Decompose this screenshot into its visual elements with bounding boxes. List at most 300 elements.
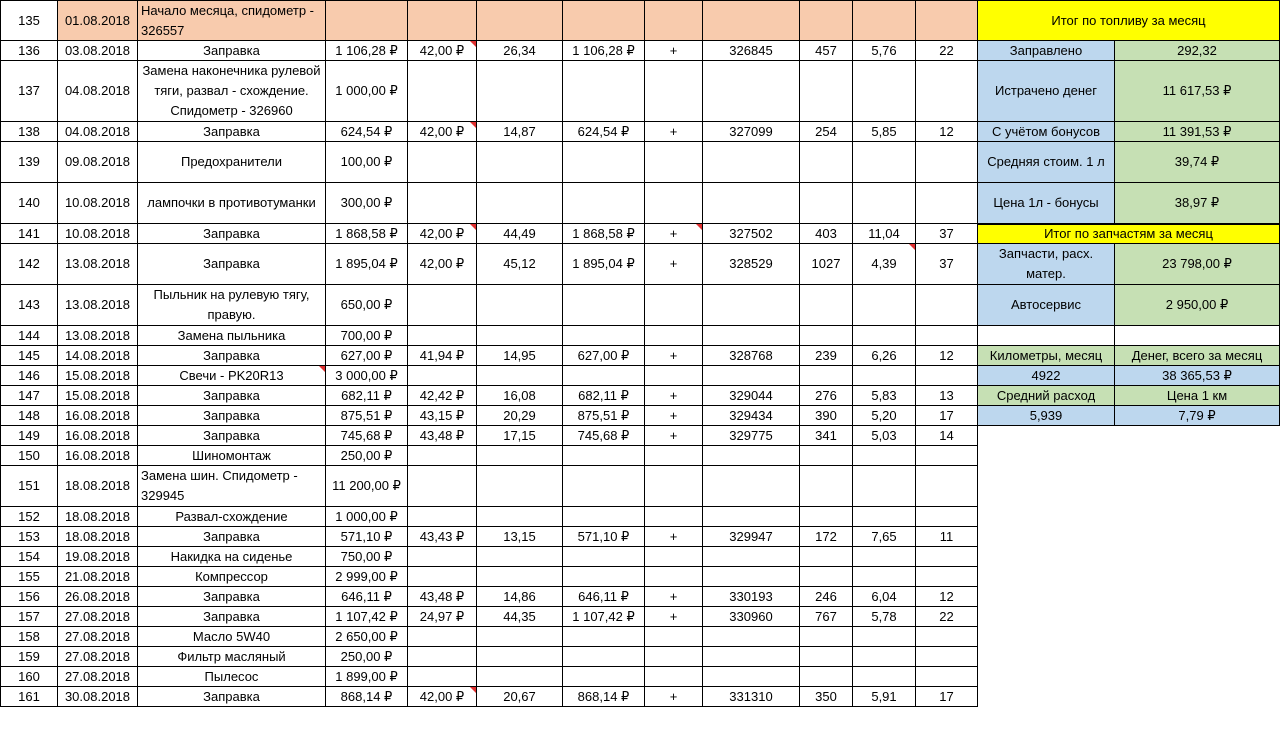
cell-sum[interactable]: 100,00 ₽ [326, 142, 408, 183]
cell-col11[interactable]: 12 [916, 122, 978, 142]
cell-sum[interactable]: 3 000,00 ₽ [326, 366, 408, 386]
cell-odometer[interactable] [703, 0, 800, 41]
cell-row-number[interactable]: 159 [0, 647, 58, 667]
cell-odometer[interactable] [703, 285, 800, 326]
cell-description[interactable]: Фильтр масляный [138, 647, 326, 667]
cell-row-number[interactable]: 151 [0, 466, 58, 507]
cell-distance-km[interactable] [800, 567, 853, 587]
cell-liters[interactable] [477, 627, 563, 647]
cell-paid-mark[interactable] [645, 647, 703, 667]
cell-date[interactable]: 18.08.2018 [58, 507, 138, 527]
cell-col11[interactable]: 22 [916, 41, 978, 61]
cell-col11[interactable] [916, 285, 978, 326]
cell-paid-mark[interactable]: + [645, 244, 703, 285]
cell-paid-mark[interactable] [645, 142, 703, 183]
cell-distance-km[interactable] [800, 446, 853, 466]
cell-paid[interactable]: 627,00 ₽ [563, 346, 645, 366]
cell-odometer[interactable] [703, 326, 800, 346]
cell-paid[interactable] [563, 547, 645, 567]
cons-price-header-value[interactable]: Цена 1 км [1115, 386, 1280, 406]
cell-consumption[interactable] [853, 142, 916, 183]
cell-paid-mark[interactable] [645, 507, 703, 527]
cell-col11[interactable]: 37 [916, 224, 978, 244]
cell-distance-km[interactable] [800, 507, 853, 527]
avg-liter-price-value[interactable]: 39,74 ₽ [1115, 142, 1280, 183]
cell-row-number[interactable]: 144 [0, 326, 58, 346]
cell-distance-km[interactable]: 276 [800, 386, 853, 406]
cell-distance-km[interactable]: 254 [800, 122, 853, 142]
cell-row-number[interactable]: 137 [0, 61, 58, 122]
price-minus-bonus-label[interactable]: Цена 1л - бонусы [978, 183, 1115, 224]
cell-distance-km[interactable]: 350 [800, 687, 853, 707]
cell-sum[interactable]: 1 868,58 ₽ [326, 224, 408, 244]
service-value[interactable]: 2 950,00 ₽ [1115, 285, 1280, 326]
cell-description[interactable]: Свечи - PK20R13 [138, 366, 326, 386]
cell-paid-mark[interactable] [645, 366, 703, 386]
cell-distance-km[interactable]: 1027 [800, 244, 853, 285]
cell-liters[interactable] [477, 547, 563, 567]
cell-date[interactable]: 16.08.2018 [58, 406, 138, 426]
cell-description[interactable]: Замена пыльника [138, 326, 326, 346]
cell-paid-mark[interactable]: + [645, 346, 703, 366]
service-label[interactable]: Автосервис [978, 285, 1115, 326]
cell-paid[interactable] [563, 326, 645, 346]
cell-consumption[interactable] [853, 0, 916, 41]
cell-consumption[interactable]: 5,91 [853, 687, 916, 707]
cell-paid[interactable] [563, 142, 645, 183]
cell-description[interactable]: Заправка [138, 122, 326, 142]
cell-liters[interactable] [477, 142, 563, 183]
cell-col11[interactable] [916, 0, 978, 41]
cell-fuel-price[interactable]: 43,43 ₽ [408, 527, 477, 547]
cell-sum[interactable]: 682,11 ₽ [326, 386, 408, 406]
cell-row-number[interactable]: 140 [0, 183, 58, 224]
cell-col11[interactable]: 17 [916, 687, 978, 707]
cell-liters[interactable]: 14,86 [477, 587, 563, 607]
cell-distance-km[interactable] [800, 183, 853, 224]
cell-paid[interactable] [563, 285, 645, 326]
cell-liters[interactable] [477, 285, 563, 326]
cell-col11[interactable] [916, 507, 978, 527]
cell-odometer[interactable] [703, 547, 800, 567]
cell-odometer[interactable]: 329434 [703, 406, 800, 426]
cell-fuel-price[interactable]: 42,00 ₽ [408, 687, 477, 707]
cell-date[interactable]: 01.08.2018 [58, 0, 138, 41]
cell-date[interactable]: 13.08.2018 [58, 244, 138, 285]
cell-row-number[interactable]: 156 [0, 587, 58, 607]
cell-col11[interactable] [916, 667, 978, 687]
cell-col11[interactable] [916, 647, 978, 667]
cell-consumption[interactable]: 5,20 [853, 406, 916, 426]
cell-odometer[interactable] [703, 142, 800, 183]
cell-distance-km[interactable] [800, 366, 853, 386]
cell-paid-mark[interactable] [645, 667, 703, 687]
cell-paid[interactable] [563, 0, 645, 41]
cell-date[interactable]: 14.08.2018 [58, 346, 138, 366]
cell-description[interactable]: Заправка [138, 607, 326, 627]
cell-paid[interactable]: 875,51 ₽ [563, 406, 645, 426]
summary-empty-cell[interactable] [978, 326, 1115, 346]
cell-distance-km[interactable]: 341 [800, 426, 853, 446]
cell-date[interactable]: 04.08.2018 [58, 61, 138, 122]
cell-fuel-price[interactable] [408, 466, 477, 507]
cons-price-label[interactable]: 5,939 [978, 406, 1115, 426]
cell-date[interactable]: 19.08.2018 [58, 547, 138, 567]
cell-fuel-price[interactable]: 42,00 ₽ [408, 244, 477, 285]
cell-consumption[interactable] [853, 667, 916, 687]
cell-distance-km[interactable] [800, 627, 853, 647]
cell-liters[interactable] [477, 667, 563, 687]
cell-liters[interactable]: 44,49 [477, 224, 563, 244]
cell-row-number[interactable]: 154 [0, 547, 58, 567]
cell-description[interactable]: Заправка [138, 426, 326, 446]
cell-date[interactable]: 15.08.2018 [58, 386, 138, 406]
cell-sum[interactable]: 1 895,04 ₽ [326, 244, 408, 285]
cell-liters[interactable] [477, 507, 563, 527]
cell-odometer[interactable]: 327502 [703, 224, 800, 244]
with-bonus-label[interactable]: С учётом бонусов [978, 122, 1115, 142]
cell-distance-km[interactable] [800, 61, 853, 122]
cell-description[interactable]: лампочки в противотуманки [138, 183, 326, 224]
cell-fuel-price[interactable] [408, 567, 477, 587]
cell-fuel-price[interactable] [408, 507, 477, 527]
cell-sum[interactable]: 868,14 ₽ [326, 687, 408, 707]
cell-sum[interactable]: 700,00 ₽ [326, 326, 408, 346]
cell-paid-mark[interactable]: + [645, 426, 703, 446]
cell-paid-mark[interactable]: + [645, 607, 703, 627]
cell-sum[interactable]: 2 999,00 ₽ [326, 567, 408, 587]
cell-paid-mark[interactable] [645, 627, 703, 647]
cell-consumption[interactable]: 4,39 [853, 244, 916, 285]
cell-col11[interactable]: 17 [916, 406, 978, 426]
spent-label[interactable]: Истрачено денег [978, 61, 1115, 122]
cell-odometer[interactable]: 329044 [703, 386, 800, 406]
cell-paid-mark[interactable] [645, 326, 703, 346]
cell-distance-km[interactable]: 457 [800, 41, 853, 61]
cell-paid-mark[interactable]: + [645, 687, 703, 707]
cell-description[interactable]: Пылесос [138, 667, 326, 687]
cell-row-number[interactable]: 158 [0, 627, 58, 647]
cell-row-number[interactable]: 142 [0, 244, 58, 285]
cell-row-number[interactable]: 149 [0, 426, 58, 446]
cell-sum[interactable]: 2 650,00 ₽ [326, 627, 408, 647]
cell-date[interactable]: 13.08.2018 [58, 326, 138, 346]
cell-row-number[interactable]: 141 [0, 224, 58, 244]
cell-sum[interactable]: 875,51 ₽ [326, 406, 408, 426]
cell-row-number[interactable]: 160 [0, 667, 58, 687]
cell-fuel-price[interactable] [408, 142, 477, 183]
cell-odometer[interactable]: 329947 [703, 527, 800, 547]
cell-col11[interactable]: 14 [916, 426, 978, 446]
cell-fuel-price[interactable]: 24,97 ₽ [408, 607, 477, 627]
cell-paid[interactable] [563, 366, 645, 386]
cell-fuel-price[interactable]: 41,94 ₽ [408, 346, 477, 366]
cell-date[interactable]: 15.08.2018 [58, 366, 138, 386]
price-minus-bonus-value[interactable]: 38,97 ₽ [1115, 183, 1280, 224]
cell-distance-km[interactable]: 767 [800, 607, 853, 627]
cell-sum[interactable]: 745,68 ₽ [326, 426, 408, 446]
cell-col11[interactable] [916, 366, 978, 386]
cell-odometer[interactable]: 330960 [703, 607, 800, 627]
cell-row-number[interactable]: 152 [0, 507, 58, 527]
cell-date[interactable]: 30.08.2018 [58, 687, 138, 707]
cell-col11[interactable]: 22 [916, 607, 978, 627]
cell-paid-mark[interactable] [645, 567, 703, 587]
cell-liters[interactable]: 16,08 [477, 386, 563, 406]
cell-paid-mark[interactable] [645, 446, 703, 466]
cell-fuel-price[interactable] [408, 61, 477, 122]
cell-distance-km[interactable]: 172 [800, 527, 853, 547]
cell-description[interactable]: Заправка [138, 346, 326, 366]
cell-description[interactable]: Компрессор [138, 567, 326, 587]
cell-date[interactable]: 21.08.2018 [58, 567, 138, 587]
cell-paid[interactable]: 682,11 ₽ [563, 386, 645, 406]
cell-consumption[interactable]: 5,85 [853, 122, 916, 142]
cell-consumption[interactable]: 11,04 [853, 224, 916, 244]
cell-description[interactable]: Заправка [138, 687, 326, 707]
cell-paid[interactable]: 745,68 ₽ [563, 426, 645, 446]
cell-row-number[interactable]: 146 [0, 366, 58, 386]
cell-date[interactable]: 27.08.2018 [58, 607, 138, 627]
cell-row-number[interactable]: 147 [0, 386, 58, 406]
cell-date[interactable]: 18.08.2018 [58, 527, 138, 547]
cell-row-number[interactable]: 135 [0, 0, 58, 41]
cell-date[interactable]: 27.08.2018 [58, 667, 138, 687]
cell-col11[interactable]: 13 [916, 386, 978, 406]
cell-fuel-price[interactable]: 42,00 ₽ [408, 122, 477, 142]
cell-description[interactable]: Замена шин. Спидометр - 329945 [138, 466, 326, 507]
cell-consumption[interactable] [853, 326, 916, 346]
cell-col11[interactable] [916, 183, 978, 224]
cell-date[interactable]: 04.08.2018 [58, 122, 138, 142]
cell-consumption[interactable] [853, 547, 916, 567]
cell-paid[interactable] [563, 183, 645, 224]
cell-consumption[interactable]: 5,03 [853, 426, 916, 446]
cell-paid[interactable]: 646,11 ₽ [563, 587, 645, 607]
spent-value[interactable]: 11 617,53 ₽ [1115, 61, 1280, 122]
cell-liters[interactable] [477, 466, 563, 507]
cell-consumption[interactable] [853, 627, 916, 647]
cell-consumption[interactable]: 7,65 [853, 527, 916, 547]
cell-row-number[interactable]: 136 [0, 41, 58, 61]
cell-fuel-price[interactable]: 43,15 ₽ [408, 406, 477, 426]
cell-odometer[interactable]: 330193 [703, 587, 800, 607]
cell-paid[interactable] [563, 466, 645, 507]
cell-paid-mark[interactable]: + [645, 406, 703, 426]
cell-paid[interactable]: 1 107,42 ₽ [563, 607, 645, 627]
cell-paid[interactable] [563, 446, 645, 466]
cell-liters[interactable]: 44,35 [477, 607, 563, 627]
cell-odometer[interactable] [703, 446, 800, 466]
cell-liters[interactable]: 20,67 [477, 687, 563, 707]
summary-empty-cell[interactable] [1115, 326, 1280, 346]
cell-fuel-price[interactable]: 43,48 ₽ [408, 426, 477, 446]
cell-col11[interactable] [916, 142, 978, 183]
cell-date[interactable]: 09.08.2018 [58, 142, 138, 183]
cell-odometer[interactable] [703, 647, 800, 667]
cell-liters[interactable]: 17,15 [477, 426, 563, 446]
cell-odometer[interactable]: 326845 [703, 41, 800, 61]
cell-col11[interactable]: 12 [916, 587, 978, 607]
cell-distance-km[interactable]: 390 [800, 406, 853, 426]
cell-fuel-price[interactable]: 42,00 ₽ [408, 41, 477, 61]
cell-col11[interactable]: 37 [916, 244, 978, 285]
cell-date[interactable]: 27.08.2018 [58, 647, 138, 667]
cell-sum[interactable]: 750,00 ₽ [326, 547, 408, 567]
cell-paid[interactable]: 1 106,28 ₽ [563, 41, 645, 61]
cell-consumption[interactable] [853, 647, 916, 667]
cell-paid-mark[interactable]: + [645, 386, 703, 406]
cell-description[interactable]: Заправка [138, 41, 326, 61]
cell-fuel-price[interactable] [408, 285, 477, 326]
cell-date[interactable]: 26.08.2018 [58, 587, 138, 607]
cell-sum[interactable]: 11 200,00 ₽ [326, 466, 408, 507]
cell-paid[interactable] [563, 61, 645, 122]
cell-row-number[interactable]: 139 [0, 142, 58, 183]
cell-row-number[interactable]: 145 [0, 346, 58, 366]
cell-fuel-price[interactable] [408, 647, 477, 667]
cell-paid-mark[interactable]: + [645, 122, 703, 142]
cell-description[interactable]: Заправка [138, 406, 326, 426]
cell-odometer[interactable]: 331310 [703, 687, 800, 707]
cell-distance-km[interactable] [800, 647, 853, 667]
cell-odometer[interactable]: 328768 [703, 346, 800, 366]
cell-consumption[interactable]: 5,83 [853, 386, 916, 406]
cell-sum[interactable]: 571,10 ₽ [326, 527, 408, 547]
cell-odometer[interactable] [703, 366, 800, 386]
cell-sum[interactable]: 1 107,42 ₽ [326, 607, 408, 627]
cell-liters[interactable]: 13,15 [477, 527, 563, 547]
cell-odometer[interactable] [703, 61, 800, 122]
cell-sum[interactable]: 1 106,28 ₽ [326, 41, 408, 61]
cell-sum[interactable]: 300,00 ₽ [326, 183, 408, 224]
cell-liters[interactable] [477, 647, 563, 667]
cell-sum[interactable]: 624,54 ₽ [326, 122, 408, 142]
cell-liters[interactable]: 14,95 [477, 346, 563, 366]
cell-distance-km[interactable] [800, 466, 853, 507]
parts-value[interactable]: 23 798,00 ₽ [1115, 244, 1280, 285]
cell-date[interactable]: 18.08.2018 [58, 466, 138, 507]
cell-date[interactable]: 27.08.2018 [58, 627, 138, 647]
cell-row-number[interactable]: 150 [0, 446, 58, 466]
cell-description[interactable]: Заправка [138, 224, 326, 244]
cell-fuel-price[interactable]: 42,00 ₽ [408, 224, 477, 244]
cell-col11[interactable] [916, 466, 978, 507]
cell-col11[interactable] [916, 446, 978, 466]
cell-consumption[interactable] [853, 507, 916, 527]
cons-price-header-label[interactable]: Средний расход [978, 386, 1115, 406]
cell-paid[interactable]: 1 868,58 ₽ [563, 224, 645, 244]
cell-description[interactable]: Начало месяца, спидометр - 326557 [138, 0, 326, 41]
cell-distance-km[interactable] [800, 326, 853, 346]
cell-date[interactable]: 16.08.2018 [58, 446, 138, 466]
cell-fuel-price[interactable] [408, 627, 477, 647]
cell-consumption[interactable] [853, 183, 916, 224]
cell-description[interactable]: Развал-схождение [138, 507, 326, 527]
cell-consumption[interactable]: 6,26 [853, 346, 916, 366]
cell-liters[interactable]: 45,12 [477, 244, 563, 285]
cell-liters[interactable]: 20,29 [477, 406, 563, 426]
cell-paid-mark[interactable]: + [645, 527, 703, 547]
avg-liter-price-label[interactable]: Средняя стоим. 1 л [978, 142, 1115, 183]
cell-distance-km[interactable] [800, 142, 853, 183]
cell-paid[interactable]: 571,10 ₽ [563, 527, 645, 547]
cell-odometer[interactable] [703, 183, 800, 224]
cell-description[interactable]: Заправка [138, 244, 326, 285]
cell-liters[interactable] [477, 326, 563, 346]
cell-description[interactable]: Шиномонтаж [138, 446, 326, 466]
parts-summary-title[interactable]: Итог по запчастям за месяц [978, 224, 1280, 244]
cell-paid[interactable] [563, 647, 645, 667]
cell-odometer[interactable] [703, 627, 800, 647]
cell-col11[interactable] [916, 567, 978, 587]
cell-liters[interactable] [477, 0, 563, 41]
cell-col11[interactable]: 12 [916, 346, 978, 366]
cell-odometer[interactable]: 329775 [703, 426, 800, 446]
cell-consumption[interactable]: 5,78 [853, 607, 916, 627]
cell-paid-mark[interactable] [645, 285, 703, 326]
cell-col11[interactable] [916, 326, 978, 346]
cell-description[interactable]: Заправка [138, 587, 326, 607]
cell-sum[interactable]: 1 899,00 ₽ [326, 667, 408, 687]
cell-sum[interactable]: 627,00 ₽ [326, 346, 408, 366]
cell-date[interactable]: 10.08.2018 [58, 224, 138, 244]
cell-distance-km[interactable]: 403 [800, 224, 853, 244]
cell-row-number[interactable]: 138 [0, 122, 58, 142]
cell-paid[interactable] [563, 567, 645, 587]
cell-paid-mark[interactable] [645, 547, 703, 567]
cell-fuel-price[interactable] [408, 0, 477, 41]
cell-description[interactable]: Замена наконечника рулевой тяги, развал - схождение. Спидометр - 326960 [138, 61, 326, 122]
cell-col11[interactable]: 11 [916, 527, 978, 547]
cell-consumption[interactable] [853, 446, 916, 466]
cell-col11[interactable] [916, 61, 978, 122]
cell-odometer[interactable] [703, 667, 800, 687]
cell-liters[interactable] [477, 366, 563, 386]
cell-sum[interactable]: 1 000,00 ₽ [326, 507, 408, 527]
cell-date[interactable]: 10.08.2018 [58, 183, 138, 224]
cell-row-number[interactable]: 143 [0, 285, 58, 326]
cell-paid[interactable] [563, 667, 645, 687]
cell-fuel-price[interactable]: 42,42 ₽ [408, 386, 477, 406]
cell-odometer[interactable] [703, 507, 800, 527]
cell-row-number[interactable]: 153 [0, 527, 58, 547]
parts-label[interactable]: Запчасти, расх. матер. [978, 244, 1115, 285]
cell-paid-mark[interactable] [645, 183, 703, 224]
cell-distance-km[interactable]: 239 [800, 346, 853, 366]
cell-paid-mark[interactable]: + [645, 224, 703, 244]
cell-paid-mark[interactable] [645, 61, 703, 122]
cell-fuel-price[interactable] [408, 547, 477, 567]
cell-paid[interactable] [563, 507, 645, 527]
cell-fuel-price[interactable] [408, 446, 477, 466]
cell-consumption[interactable] [853, 61, 916, 122]
cell-odometer[interactable]: 327099 [703, 122, 800, 142]
cell-sum[interactable]: 250,00 ₽ [326, 647, 408, 667]
cell-distance-km[interactable] [800, 285, 853, 326]
cell-sum[interactable]: 250,00 ₽ [326, 446, 408, 466]
cell-col11[interactable] [916, 547, 978, 567]
cell-paid[interactable]: 868,14 ₽ [563, 687, 645, 707]
fueled-value[interactable]: 292,32 [1115, 41, 1280, 61]
cell-paid[interactable]: 624,54 ₽ [563, 122, 645, 142]
cell-date[interactable]: 16.08.2018 [58, 426, 138, 446]
cell-consumption[interactable] [853, 567, 916, 587]
cell-liters[interactable] [477, 183, 563, 224]
fueled-label[interactable]: Заправлено [978, 41, 1115, 61]
cell-consumption[interactable] [853, 466, 916, 507]
cell-paid-mark[interactable] [645, 466, 703, 507]
